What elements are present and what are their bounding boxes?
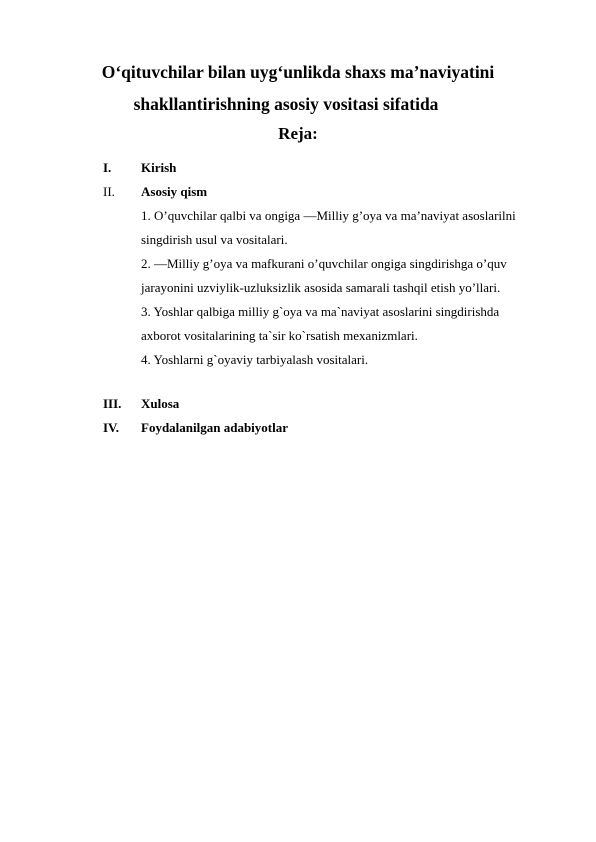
- plan-item-label: Foydalanilgan adabiyotlar: [141, 420, 288, 435]
- plan-heading: Reja:: [278, 124, 318, 143]
- plan-item-label: Xulosa: [141, 396, 180, 411]
- plan-subitem-line: 3. Yoshlar qalbiga milliy g`oya va ma`naviyat asoslarini singdirishda: [141, 304, 500, 319]
- plan-subitem-line: singdirish usul va vositalari.: [141, 232, 288, 247]
- document-title-line-2: shakllantirishning asosiy vositasi sifatida: [133, 94, 439, 114]
- plan-subitem-line: jarayonini uzviylik-uzluksizlik asosida samarali tashqil etish yo’llari.: [141, 280, 501, 295]
- plan-item-label: Kirish: [141, 160, 177, 175]
- plan-item-number: III.: [103, 396, 122, 411]
- document-title-line-1: O‘qituvchilar bilan uyg‘unlikda shaxs ma’naviyatini: [101, 62, 495, 82]
- plan-item-label: Asosiy qism: [141, 184, 208, 199]
- plan-subitem-line: 4. Yoshlarni g`oyaviy tarbiyalash vositalari.: [141, 352, 369, 367]
- plan-item-number: II.: [103, 184, 115, 199]
- plan-item-number: IV.: [103, 420, 120, 435]
- plan-item-number: I.: [103, 160, 112, 175]
- plan-subitem-line: 2. ―Milliy g’oya va mafkurani o’quvchilar ongiga singdirishga o’quv: [141, 256, 507, 271]
- plan-subitem-line: 1. O’quvchilar qalbi va ongiga ―Milliy g’oya va ma’naviyat asoslarilni: [141, 208, 516, 223]
- plan-subitem-line: axborot vositalarining ta`sir ko`rsatish mexanizmlari.: [141, 328, 418, 343]
